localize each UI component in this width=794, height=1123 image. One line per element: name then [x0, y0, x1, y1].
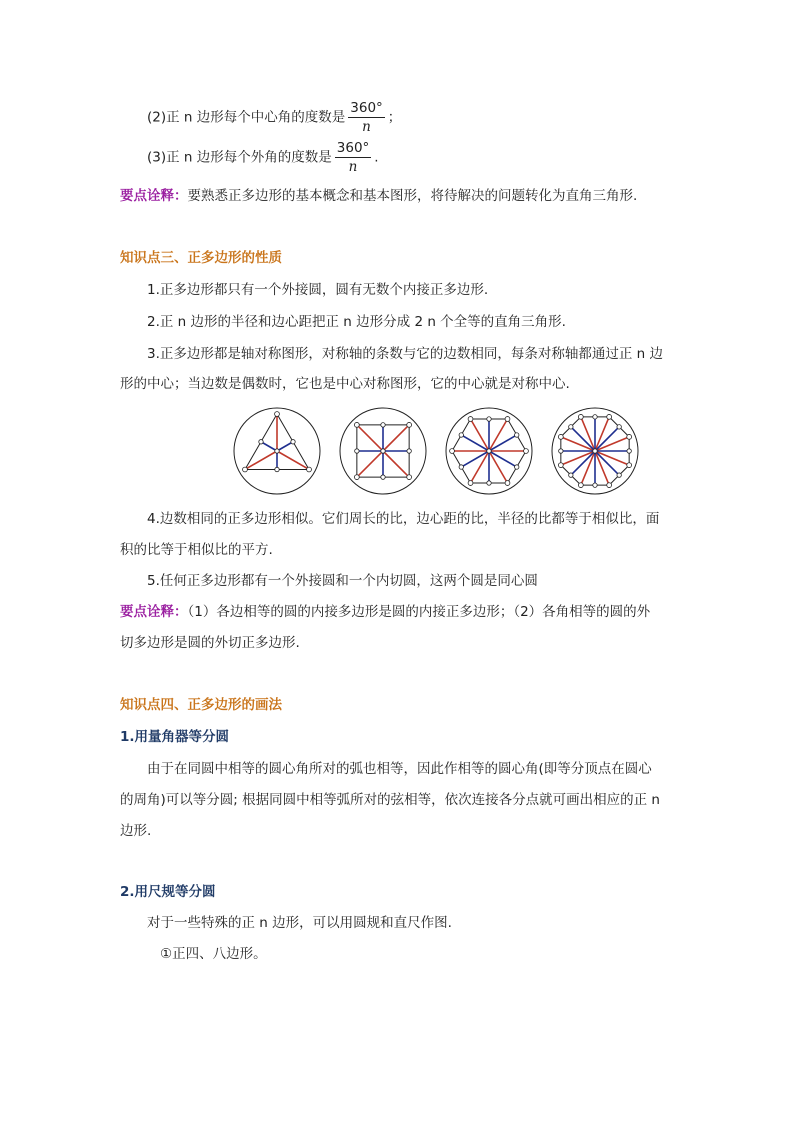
edge-midpoint [569, 425, 573, 429]
polygon-vertex [524, 449, 529, 454]
polygon-vertex [558, 434, 563, 439]
note-label: 要点诠释： [120, 604, 188, 620]
fraction-denominator: n [362, 119, 371, 135]
section-3-p4b: 积的比等于相似比的平方. [120, 542, 273, 558]
section-3-p2: 2.正 n 边形的半径和边心距把正 n 边形分成 2 n 个全等的直角三角形. [147, 314, 566, 330]
fraction-numerator: 360° [350, 100, 383, 116]
edge-midpoint [459, 433, 463, 437]
polygon-vertex [627, 463, 632, 468]
edge-midpoint [381, 423, 385, 427]
section-3-p4a: 4.边数相同的正多边形相似。它们周长的比，边心距的比，半径的比都等于相似比，面 [147, 511, 660, 527]
fraction [335, 139, 372, 176]
edge-midpoint [487, 417, 491, 421]
radius-line [357, 425, 383, 451]
fraction-denominator: n [348, 159, 358, 175]
section-3-title: 知识点三、正多边形的性质 [120, 250, 282, 266]
section-3-p3a: 3.正多边形都是轴对称图形，对称轴的条数与它的边数相同，每条对称轴都通过正 n 边 [147, 346, 664, 362]
apothem-line [571, 427, 595, 451]
note-1 [120, 186, 637, 206]
polygon-vertex [275, 412, 280, 417]
apothem-line [595, 427, 619, 451]
edge-midpoint [627, 449, 631, 453]
apothem-line [261, 442, 277, 451]
polygon-vertex [607, 483, 612, 488]
formula-central-angle [147, 99, 401, 136]
polygon-center [593, 449, 597, 453]
edge-midpoint [381, 475, 385, 479]
section-4-sub2: 2.用尺规等分圆 [120, 884, 216, 900]
polygon-vertex [354, 475, 359, 480]
radius-line [383, 425, 409, 451]
formula-exterior-angle [147, 139, 379, 176]
section-4-p2: 对于一些特殊的正 n 边形，可以用圆规和直尺作图. [147, 915, 452, 931]
edge-midpoint [593, 483, 597, 487]
polygon-vertex [354, 422, 359, 427]
section-3-p3b: 形的中心；当边数是偶数时，它也是中心对称图形，它的中心就是对称中心. [120, 376, 570, 392]
fraction-numerator: 360° [336, 140, 370, 156]
section-4-p3: ①正四、八边形。 [160, 946, 267, 962]
edge-midpoint [407, 449, 411, 453]
radius-line [383, 451, 409, 477]
edge-midpoint [259, 440, 263, 444]
polygon-vertex [627, 434, 632, 439]
edge-midpoint [459, 465, 463, 469]
section-3-p5: 5.任何正多边形都有一个外接圆和一个内切圆，这两个圆是同心圆 [147, 573, 538, 589]
edge-midpoint [515, 433, 519, 437]
polygon-vertex [505, 481, 510, 486]
polygon-center [487, 449, 491, 453]
polygon-vertex [243, 467, 248, 472]
polygon-center [275, 449, 279, 453]
section-3-p1: 1.正多边形都只有一个外接圆，圆有无数个内接正多边形. [147, 282, 489, 298]
section-4-p1c: 边形. [120, 823, 152, 839]
apothem-line [571, 451, 595, 475]
edge-midpoint [617, 425, 621, 429]
section-4-sub1: 1.用量角器等分圆 [120, 729, 230, 745]
polygon-vertex [505, 417, 510, 422]
note-2a [120, 602, 650, 622]
polygon-vertex [407, 475, 412, 480]
fraction [348, 99, 385, 136]
section-4-p1b: 的周角)可以等分圆; 根据同圆中相等弧所对的弦相等，依次连接各分点就可画出相应的正 n [120, 792, 660, 808]
formula-suffix: . [374, 149, 379, 166]
section-4-p1a: 由于在同圆中相等的圆心角所对的弧也相等，因此作相等的圆心角(即等分顶点在圆心 [147, 761, 652, 777]
section-4-title: 知识点四、正多边形的画法 [120, 697, 282, 713]
note-text: （1）各边相等的圆的内接多边形是圆的内接正多边形；（2）各角相等的圆的外 [187, 604, 651, 620]
polygon-center [381, 449, 385, 453]
note-2b: 切多边形是圆的外切正多边形. [120, 635, 300, 651]
note-text: 要熟悉正多边形的基本概念和基本图形，将待解决的问题转化为直角三角形. [187, 188, 638, 204]
polygon-vertex [307, 467, 312, 472]
formula-prefix: (2)正 n 边形每个中心角的度数是 [147, 109, 346, 126]
edge-midpoint [569, 473, 573, 477]
formula-suffix: ； [387, 109, 402, 126]
polygon-vertex [558, 463, 563, 468]
polygon-vertex [407, 422, 412, 427]
edge-midpoint [593, 415, 597, 419]
radius-line [357, 451, 383, 477]
edge-midpoint [559, 449, 563, 453]
polygon-vertex [468, 417, 473, 422]
polygon-vertex [607, 414, 612, 419]
formula-prefix: (3)正 n 边形每个外角的度数是 [147, 149, 332, 166]
polygon-vertex [468, 481, 473, 486]
edge-midpoint [275, 467, 279, 471]
apothem-line [277, 442, 293, 451]
edge-midpoint [617, 473, 621, 477]
edge-midpoint [515, 465, 519, 469]
polygon-vertex [578, 483, 583, 488]
edge-midpoint [487, 481, 491, 485]
polygon-vertex [578, 414, 583, 419]
apothem-line [595, 451, 619, 475]
regular-polygon-figures [232, 405, 662, 497]
edge-midpoint [291, 440, 295, 444]
edge-midpoint [355, 449, 359, 453]
polygon-vertex [450, 449, 455, 454]
note-label: 要点诠释： [120, 188, 188, 204]
